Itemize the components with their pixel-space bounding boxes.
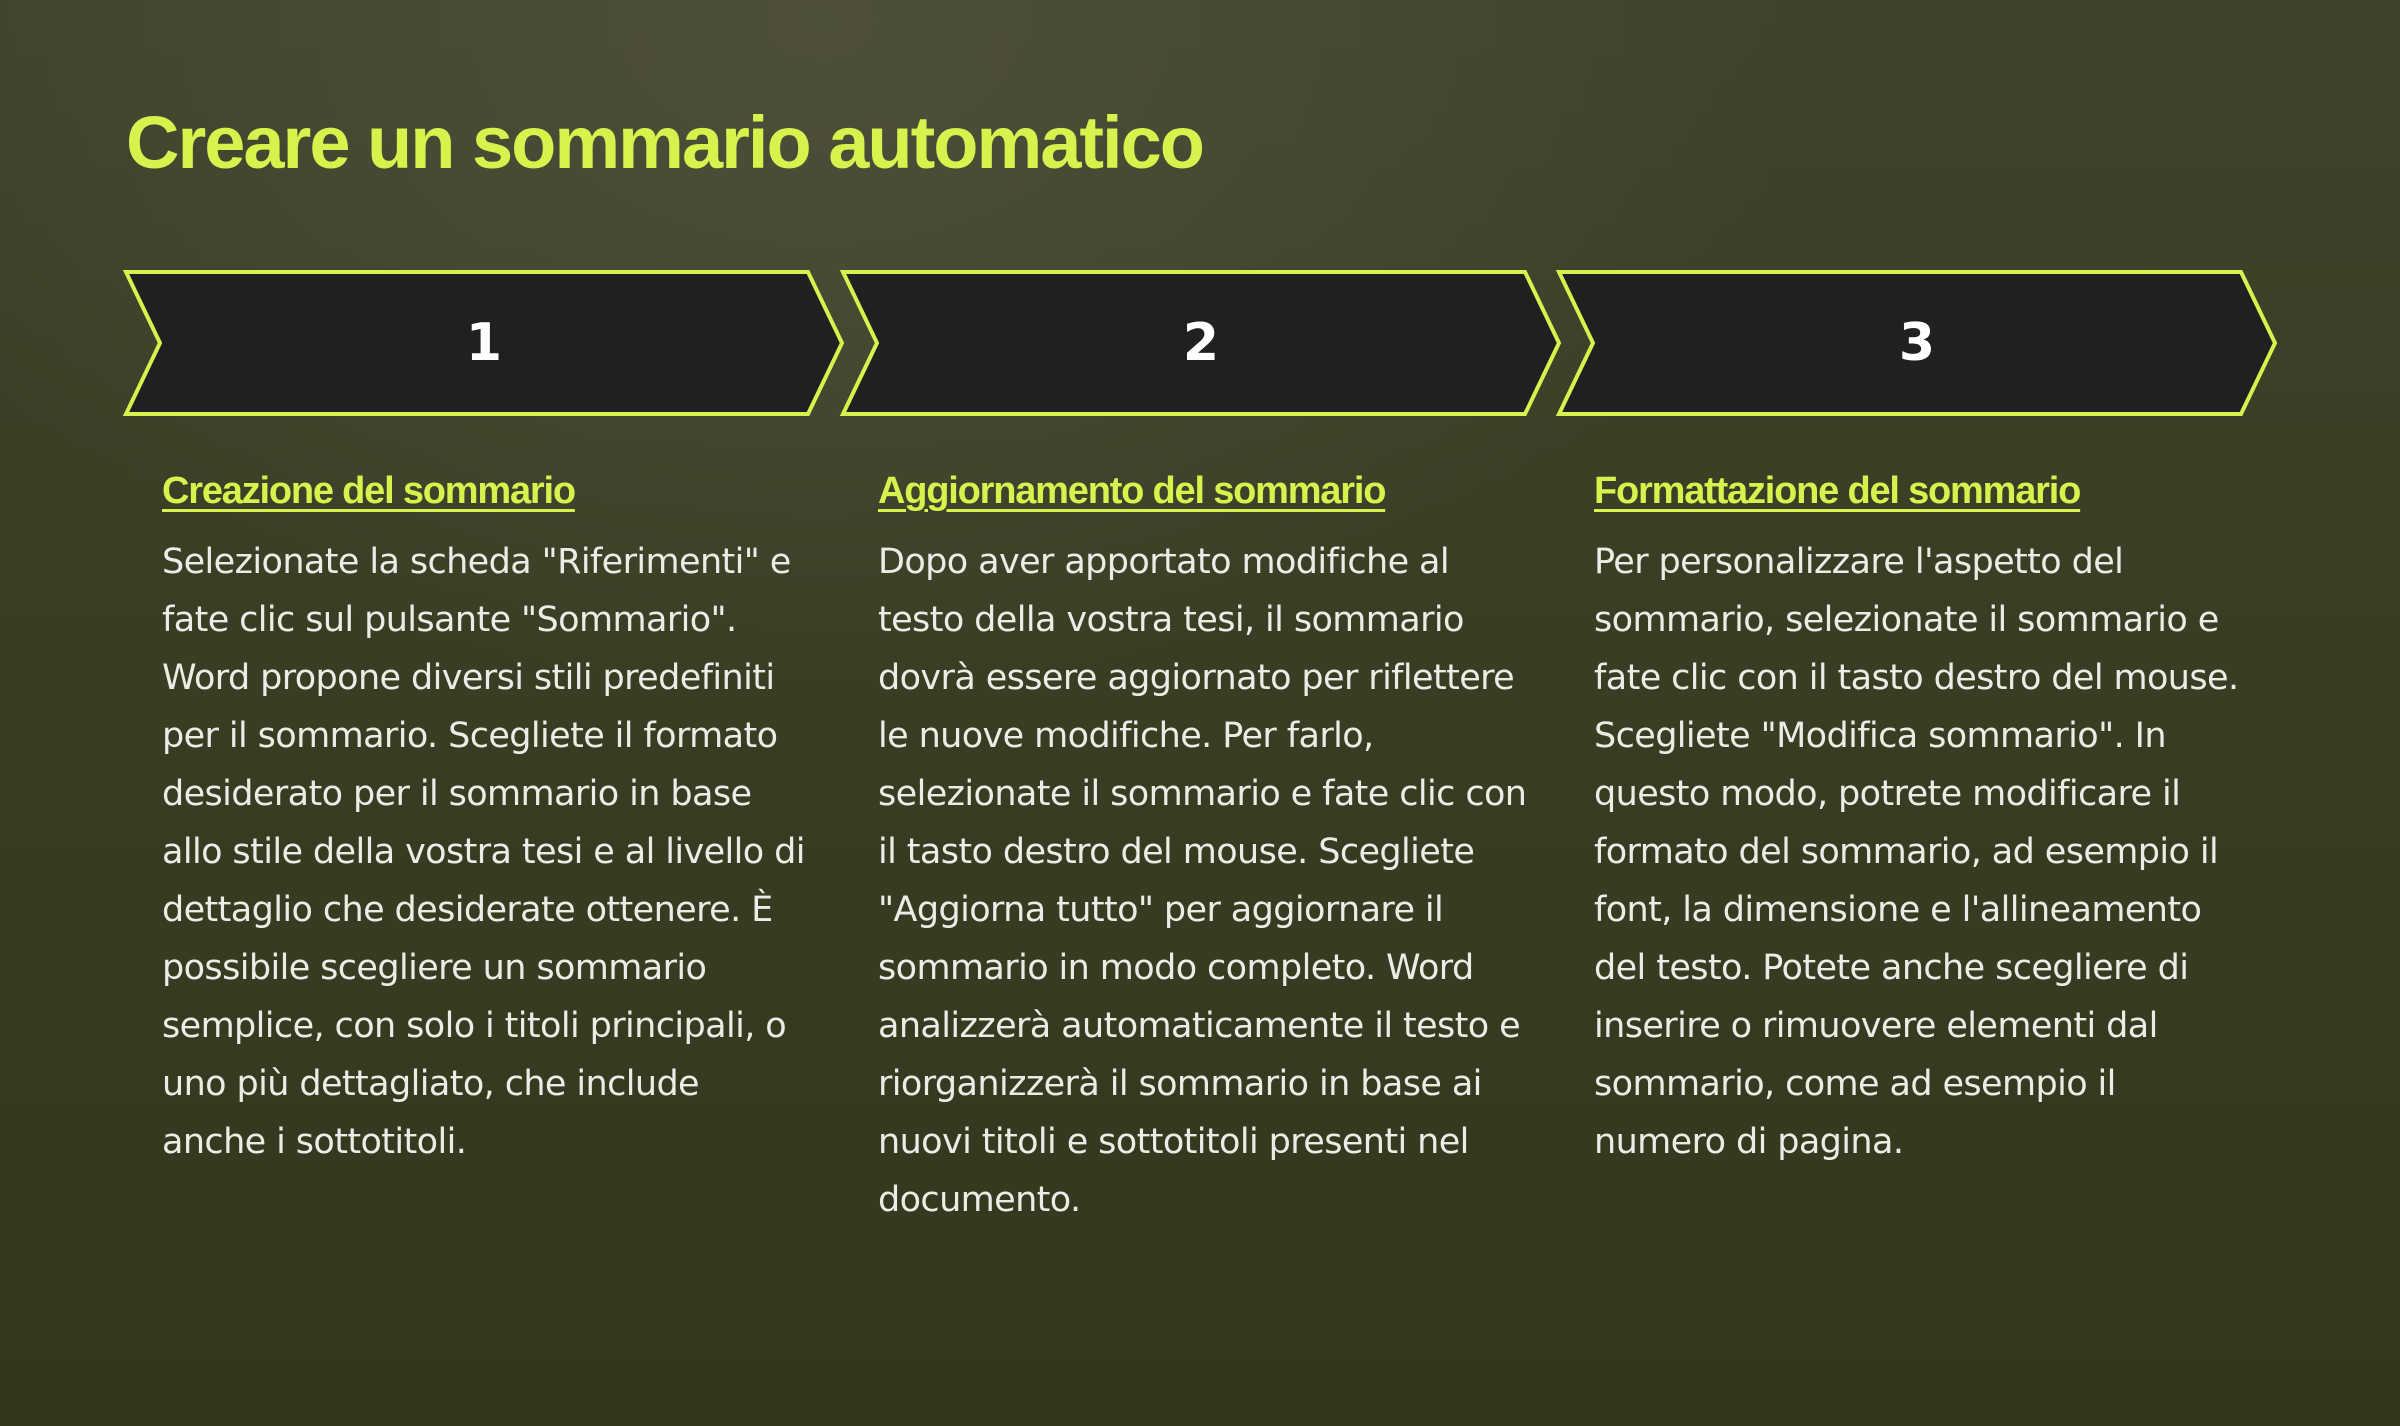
step-3-heading: Formattazione del sommario [1594,470,2081,512]
step-2-body: Dopo aver apportato modifiche al testo della vostra tesi, il sommario dovrà essere aggiornato per riflettere le nuove modifiche. Per farlo, selezionate il sommario e fate clic con il tasto destro del mouse. Scegliete "Aggiorna tutto" per aggiornare il sommario in modo completo. Word analizzerà automaticamente il testo e riorganizzerà il sommario in base ai nuovi titoli e sottotitoli presenti nel documento. [878,542,1527,1220]
step-1-heading: Creazione del sommario [162,470,575,512]
step-3-number: 3 [1898,313,1936,373]
step-2-chevron [843,272,1559,414]
step-2-card [878,470,1528,1229]
step-2-heading: Aggiornamento del sommario [878,470,1386,512]
step-3-chevron [1559,272,2275,414]
step-1-chevron [126,272,842,414]
step-1-body: Selezionate la scheda "Riferimenti" e fate clic sul pulsante "Sommario". Word propone diversi stili predefiniti per il sommario. Scegliete il formato desiderato per il sommario in base allo stile della vostra tesi e al livello di dettaglio che desiderate ottenere. È possibile scegliere un sommario semplice, con solo i titoli principali, o uno più dettagliato, che include anche i sottotitoli. [162,542,805,1162]
step-1-number: 1 [465,313,503,373]
step-3-body: Per personalizzare l'aspetto del sommario, selezionate il sommario e fate clic con il tasto destro del mouse. Scegliete "Modifica sommario". In questo modo, potrete modificare il formato del sommario, ad esempio il font, la dimensione e l'allineamento del testo. Potete anche scegliere di inserire o rimuovere elementi dal sommario, come ad esempio il numero di pagina. [1594,542,2239,1162]
step-2-number: 2 [1182,313,1220,373]
step-1-card [162,470,812,1171]
page-title: Creare un sommario automatico [126,101,1203,184]
step-3-card [1594,470,2244,1171]
